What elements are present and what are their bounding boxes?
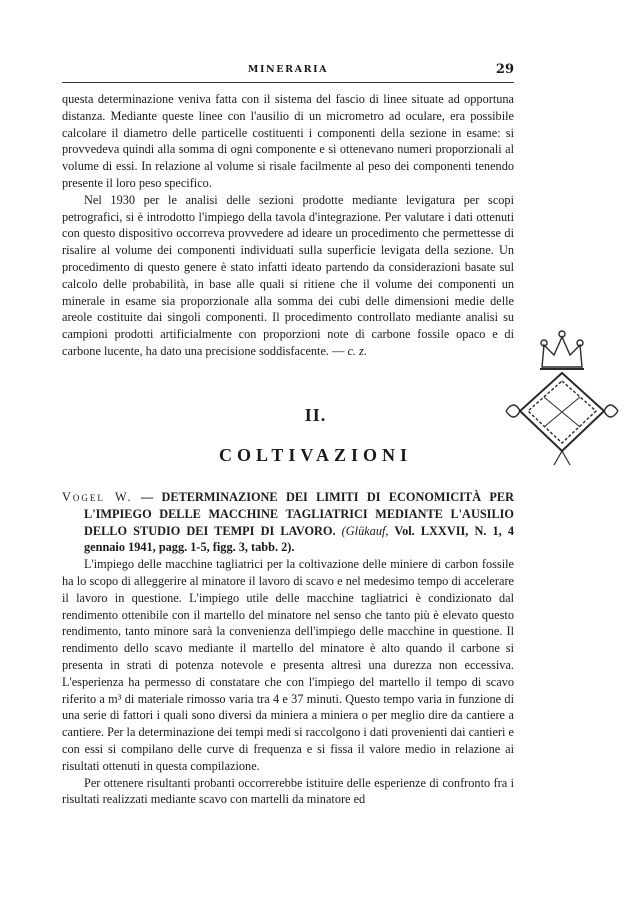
entry-title: DETERMINAZIONE DEI LIMITI DI ECONOMICITÀ PER L'IMPIEGO DELLE MACCHINE TAGLIATRICI MEDIANTE L'AUSILIO DELLO STUDIO DEI TEMPI DI LAVORO. xyxy=(84,490,514,538)
running-head xyxy=(62,62,514,80)
header-rule xyxy=(62,82,514,83)
entry-paragraph-2: Per ottenere risultanti probanti occorrerebbe istituire delle esperienze di confronto fra i risultati realizzati mediante scavo con martelli da minatore ed xyxy=(62,775,514,807)
entry-journal: (Glükauf, xyxy=(341,523,389,538)
paragraph-2 xyxy=(62,192,514,360)
reviewer-signature: c. z. xyxy=(347,343,367,358)
entry-author: Vogel W. xyxy=(62,490,133,504)
section-title: COLTIVAZIONI xyxy=(218,445,413,465)
running-title: MINERARIA xyxy=(247,64,329,75)
section-number: II. xyxy=(304,405,327,425)
paragraph-1: questa determinazione veniva fatta con il sistema del fascio di linee situate ad opportuna distanza. Mediante queste linee con l'ausilio di un micrometro ad oculare, era possibile calcolare il diametro delle particelle costituenti i componenti della sezione in esame: si provvedeva quindi alla somma di ogni componente e si ottenevano numeri proporzionali al volume di essi. In relazione al volume si risale facilmente al peso dei componenti tenendo presente il loro peso specifico. xyxy=(62,92,514,190)
bibliographic-entry xyxy=(62,489,514,808)
continued-text xyxy=(62,91,514,360)
paragraph-2-text: Nel 1930 per le analisi delle sezioni prodotte mediante levigatura per scopi petrografici, si è introdotto l'impiego della tavola d'integrazione. Per valutare i dati ottenuti con questo dispositivo occorreva provvedere ad ideare un procedimento che permettesse di risalire al volume dei componenti individuati sulla superficie levigata della sezione. Un procedimento di questo genere è stato infatti ideato partendo da considerazioni basate sul calcolo delle probabilità, in base alle quali si ritiene che il volume dei componenti un minerale in esame sia proporzionale alla somma dei cubi delle dimensioni medie delle areole costituite dai singoli componenti. Il procedimento controllato mediante analisi su campioni prodotti artificialmente con proporzioni note di carbone fossile opaco e di carbone lucente, ha dato una precisione soddisfacente. — xyxy=(62,192,514,358)
entry-paragraph-1: L'impiego delle macchine tagliatrici per la coltivazione delle miniere di carbon fossile ha lo scopo di alleggerire al minatore il lavoro di scavo e nel medesimo tempo di accelerare il lavoro in questione. L'impiego utile delle macchine tagliatrici è condizionato dal rendimento ottenibile con il martello del minatore nel senso che tanto più è elevato questo rendimento, tanto minore sarà la convenienza dell'impiego delle macchine in questione. Il rendimento dello scavo mediante il martello del minatore è alto quando il carbone si presenta in strati di potenza notevole e presenta altresì una durezza non eccessiva. L'esperienza ha permesso di constatare che con l'impiego del martello il tempo di scavo riferito a m³ di materiale rimosso varia tra 4 e 37 minuti. Questo tempo varia in funzione di una serie di fattori i quali sono diversi da miniera a miniera o per meglio dire da cantiere a cantiere. Per la determinazione dei tempi medi si raccolgono i dati provenienti dai cantieri e con essi si compilano delle curve di frequenza e si fissa il valore medio in relazione ai risultati ottenuti in questa compilazione. xyxy=(62,557,514,773)
library-stamp-icon xyxy=(504,315,624,475)
entry-heading xyxy=(62,489,514,556)
page-number: 29 xyxy=(495,62,514,77)
entry-source: Vol. LXXVII, N. 1, 4 gennaio 1941, pagg. 1-5, figg. 3, tabb. 2). xyxy=(84,523,514,555)
entry-dash: — xyxy=(132,490,162,504)
